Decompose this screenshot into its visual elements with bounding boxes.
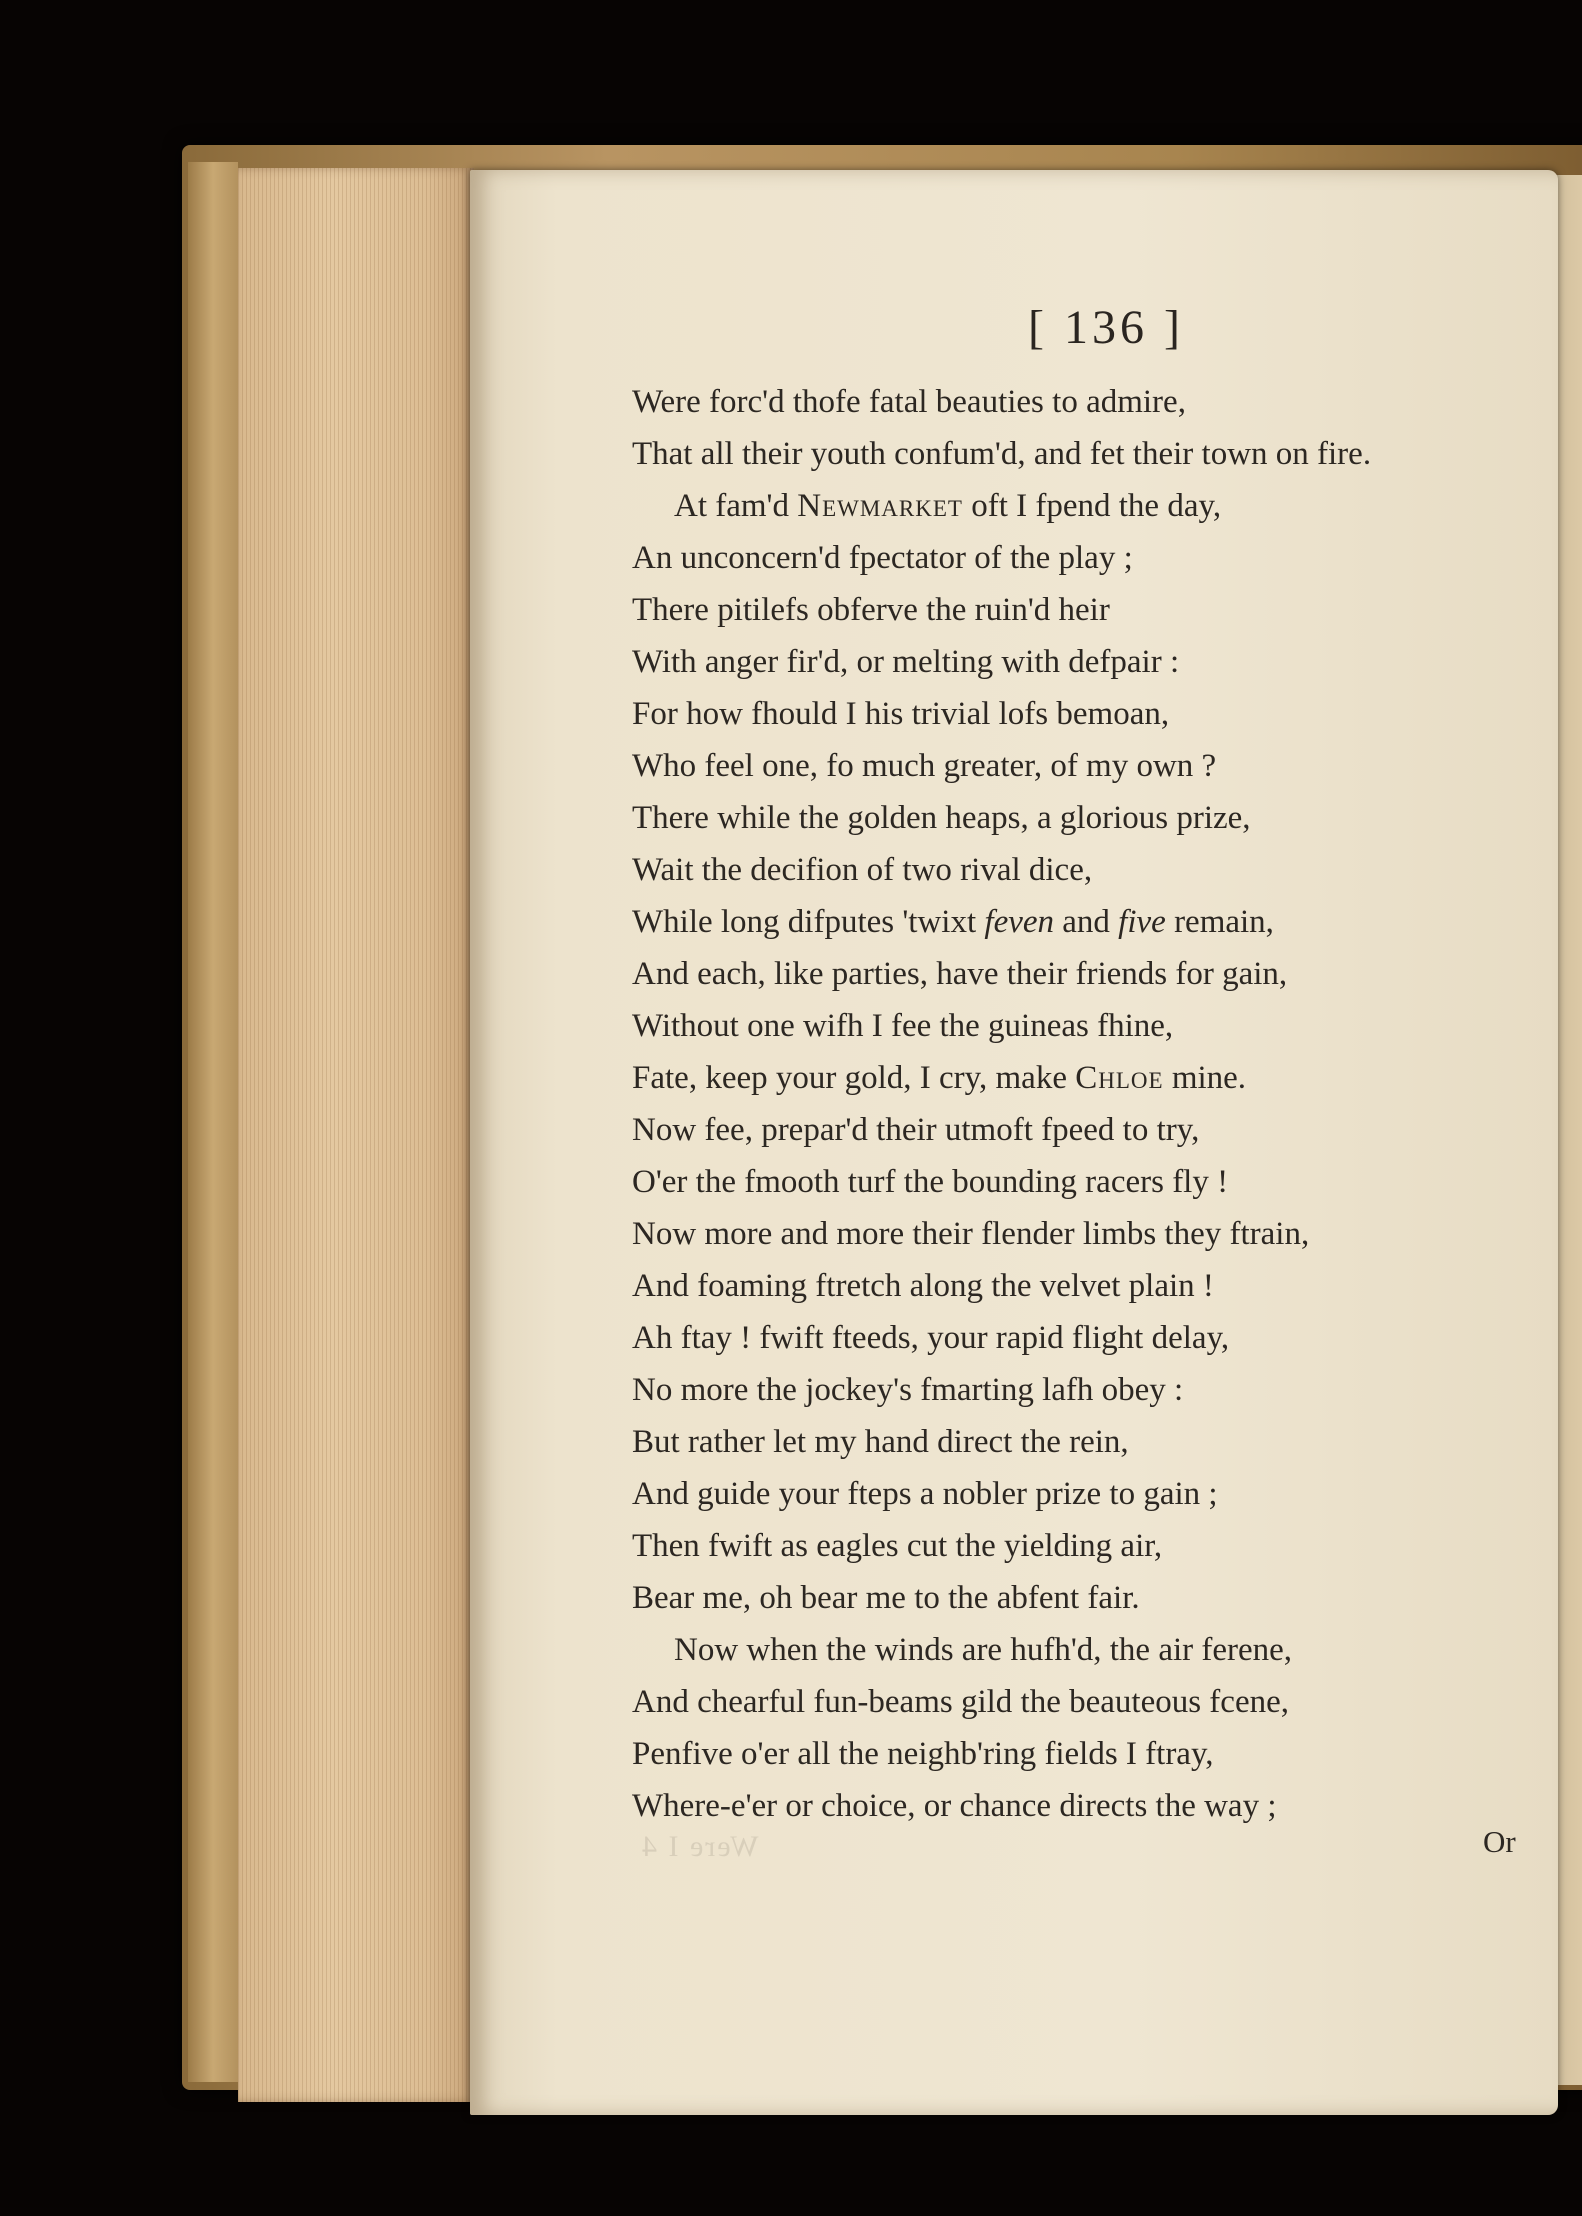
poem-line: There while the golden heaps, a glorious prize, bbox=[632, 800, 1251, 836]
poem-line: At fam'd Newmarket oft I fpend the day, bbox=[674, 488, 1222, 524]
poem-line: Now when the winds are hufh'd, the air ferene, bbox=[674, 1632, 1293, 1668]
poem-line: Now fee, prepar'd their utmoft fpeed to try, bbox=[632, 1112, 1200, 1148]
poem-line: No more the jockey's fmarting lafh obey : bbox=[632, 1372, 1184, 1408]
italic-word: feven bbox=[984, 904, 1055, 940]
poem-line: That all their youth confum'd, and fet their town on fire. bbox=[632, 436, 1372, 472]
poem-line: And guide your fteps a nobler prize to gain ; bbox=[632, 1476, 1218, 1512]
page-number: [ 136 ] bbox=[1028, 301, 1184, 354]
poem-line: Now more and more their flender limbs they ftrain, bbox=[632, 1216, 1310, 1252]
poem-line: Without one wifh I fee the guineas fhine, bbox=[632, 1008, 1174, 1044]
poem-text bbox=[632, 376, 1532, 1832]
poem-line: An unconcern'd fpectator of the play ; bbox=[632, 540, 1133, 576]
character-name: Chloe bbox=[1075, 1060, 1164, 1096]
poem-line: Who feel one, fo much greater, of my own ? bbox=[632, 748, 1217, 784]
poem-line: There pitilefs obferve the ruin'd heir bbox=[632, 592, 1110, 628]
poem-line: And chearful fun-beams gild the beauteous fcene, bbox=[632, 1684, 1289, 1720]
show-through-text: Were I 4 bbox=[640, 1830, 759, 1863]
poem-line: And each, like parties, have their friends for gain, bbox=[632, 956, 1288, 992]
poem-line: Where-e'er or choice, or chance directs the way ; bbox=[632, 1788, 1277, 1824]
poem-line: Were forc'd thofe fatal beauties to admire, bbox=[632, 384, 1186, 420]
place-name: Newmarket bbox=[797, 488, 963, 524]
book-spine-board bbox=[188, 162, 238, 2082]
poem-line: Then fwift as eagles cut the yielding air, bbox=[632, 1528, 1163, 1564]
poem-line: While long difputes 'twixt feven and five remain, bbox=[632, 904, 1274, 940]
poem-line: Ah ftay ! fwift fteeds, your rapid flight delay, bbox=[632, 1320, 1230, 1356]
page-edges bbox=[238, 168, 474, 2102]
catchword: Or bbox=[1483, 1824, 1516, 1859]
poem-line: Bear me, oh bear me to the abfent fair. bbox=[632, 1580, 1140, 1616]
italic-word: five bbox=[1118, 904, 1166, 940]
poem-line: Wait the decifion of two rival dice, bbox=[632, 852, 1093, 888]
poem-line: O'er the fmooth turf the bounding racers fly ! bbox=[632, 1164, 1229, 1200]
poem-line: Fate, keep your gold, I cry, make Chloe mine. bbox=[632, 1060, 1247, 1096]
poem-line: But rather let my hand direct the rein, bbox=[632, 1424, 1129, 1460]
poem-line: With anger fir'd, or melting with defpair : bbox=[632, 644, 1180, 680]
poem-line: For how fhould I his trivial lofs bemoan, bbox=[632, 696, 1170, 732]
poem-line: Penfive o'er all the neighb'ring fields I ftray, bbox=[632, 1736, 1214, 1772]
poem-line: And foaming ftretch along the velvet plain ! bbox=[632, 1268, 1214, 1304]
